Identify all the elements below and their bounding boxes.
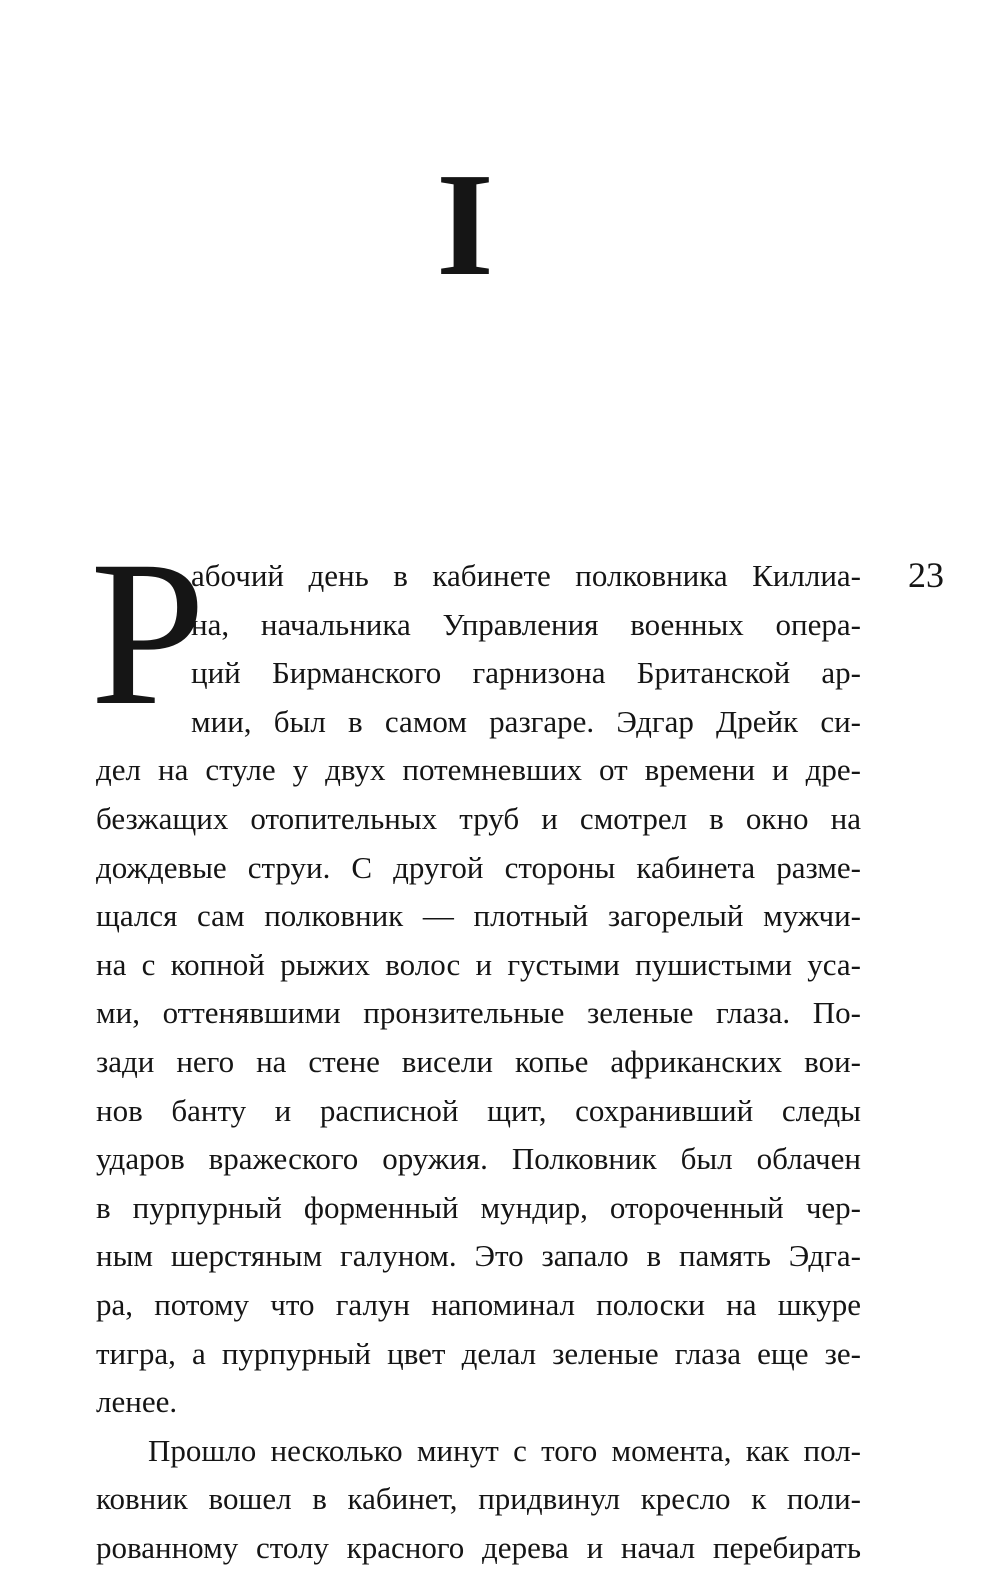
text-line: ра, потому что галун напоминал полоски на шкуре bbox=[96, 1286, 861, 1322]
body-text bbox=[96, 552, 861, 1572]
drop-cap: Р bbox=[90, 518, 206, 748]
text-line: тигра, а пурпурный цвет делал зеленые глаза еще зе- bbox=[96, 1335, 861, 1371]
text-line: мии, был в самом разгаре. Эдгар Дрейк си- bbox=[191, 703, 861, 739]
text-line: ным шерстяным галуном. Это запало в память Эдга- bbox=[96, 1238, 861, 1274]
text-line: безжащих отопительных труб и смотрел в окно на bbox=[96, 800, 861, 836]
text-line: на с копной рыжих волос и густыми пушистыми уса- bbox=[96, 946, 861, 982]
text-line: ковник вошел в кабинет, придвинул кресло к поли- bbox=[96, 1481, 861, 1517]
text-line: Прошло несколько минут с того момента, как пол- bbox=[148, 1432, 861, 1468]
text-line: в пурпурный форменный мундир, отороченный чер- bbox=[96, 1189, 861, 1225]
text-line: абочий день в кабинете полковника Киллиа- bbox=[191, 558, 861, 593]
text-line: щался сам полковник — плотный загорелый мужчи- bbox=[96, 898, 861, 934]
page-number: 23 bbox=[908, 555, 944, 595]
text-line: ударов вражеского оружия. Полковник был облачен bbox=[96, 1141, 861, 1177]
text-line: на, начальника Управления военных опера- bbox=[191, 606, 861, 642]
text-line: нов банту и расписной щит, сохранивший следы bbox=[96, 1092, 861, 1128]
text-line: зади него на стене висели копье африканских вои- bbox=[96, 1043, 861, 1079]
text-line: ми, оттенявшими пронзительные зеленые глаза. По- bbox=[96, 995, 861, 1031]
text-line: ленее. bbox=[96, 1384, 178, 1420]
chapter-number: I bbox=[436, 143, 494, 307]
text-line: рованному столу красного дерева и начал перебирать bbox=[96, 1529, 861, 1565]
text-line: дождевые струи. С другой стороны кабинета разме- bbox=[96, 849, 861, 885]
text-line: дел на стуле у двух потемневших от времени и дре- bbox=[96, 752, 861, 788]
text-line: ций Бирманского гарнизона Британской ар- bbox=[191, 655, 861, 691]
